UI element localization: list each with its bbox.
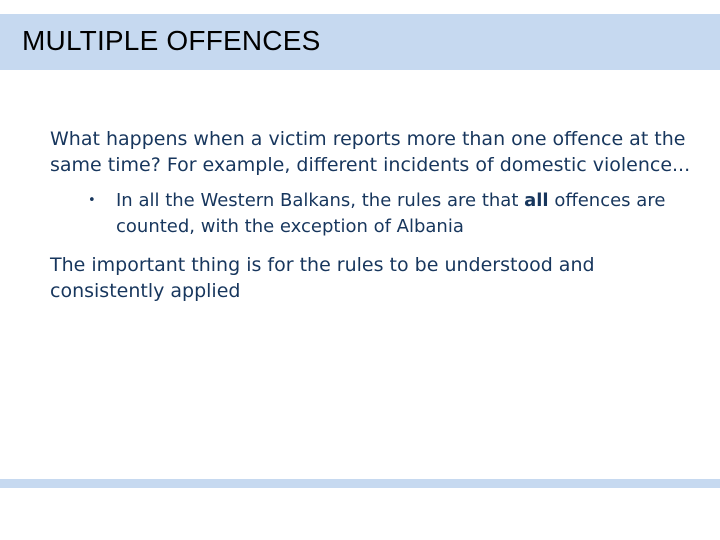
bullet-emphasis: all <box>524 190 549 211</box>
bullet-list <box>50 188 700 240</box>
conclusion-paragraph: The important thing is for the rules to be understood and consistently applied <box>50 254 595 302</box>
footer-bar <box>0 479 720 488</box>
title-bar <box>0 14 720 70</box>
bullet-icon: • <box>88 193 96 208</box>
intro-paragraph: What happens when a victim reports more than one offence at the same time? For example, different incidents of domestic violence... <box>50 128 691 176</box>
bullet-text-end: offences are counted, with the exception of Albania <box>116 190 666 237</box>
bullet-text-start: In all the Western Balkans, the rules are that <box>116 190 525 211</box>
bullet-item <box>88 188 700 240</box>
slide-title: MULTIPLE OFFENCES <box>22 25 321 56</box>
slide-body <box>50 126 700 304</box>
